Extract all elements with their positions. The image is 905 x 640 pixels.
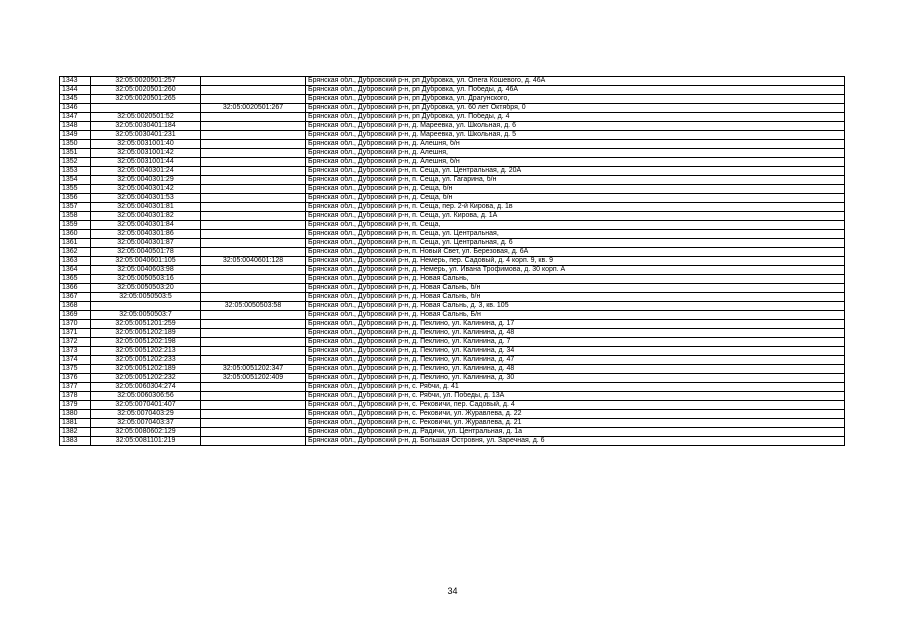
second-cadastral-number-cell xyxy=(201,428,306,437)
table-row xyxy=(60,266,845,275)
address-cell: Брянская обл., Дубровский р-н, д. Немерь, пер. Садовый, д. 4 корп. 9, кв. 9 xyxy=(306,257,845,266)
row-number-cell: 1367 xyxy=(60,293,91,302)
cadastral-number-cell: 32:05:0050503:5 xyxy=(91,293,201,302)
second-cadastral-number-cell: 32:05:0020501:267 xyxy=(201,104,306,113)
table-row xyxy=(60,194,845,203)
second-cadastral-number-cell xyxy=(201,320,306,329)
table-row xyxy=(60,302,845,311)
row-number-cell: 1374 xyxy=(60,356,91,365)
row-number-cell: 1357 xyxy=(60,203,91,212)
cadastral-number-cell: 32:05:0031001:42 xyxy=(91,149,201,158)
second-cadastral-number-cell xyxy=(201,221,306,230)
row-number-cell: 1365 xyxy=(60,275,91,284)
table-row xyxy=(60,203,845,212)
row-number-cell: 1362 xyxy=(60,248,91,257)
address-cell: Брянская обл., Дубровский р-н, п. Сеща, xyxy=(306,221,845,230)
cadastral-number-cell: 32:05:0070401:407 xyxy=(91,401,201,410)
second-cadastral-number-cell xyxy=(201,383,306,392)
address-cell: Брянская обл., Дубровский р-н, с. Рябчи, д. 41 xyxy=(306,383,845,392)
second-cadastral-number-cell xyxy=(201,356,306,365)
address-cell: Брянская обл., Дубровский р-н, д. Большая Островня, ул. Заречная, д. 6 xyxy=(306,437,845,446)
table-row xyxy=(60,383,845,392)
address-cell: Брянская обл., Дубровский р-н, д. Алешня, б/н xyxy=(306,140,845,149)
table-row xyxy=(60,122,845,131)
cadastral-number-cell xyxy=(91,104,201,113)
row-number-cell: 1352 xyxy=(60,158,91,167)
row-number-cell: 1343 xyxy=(60,77,91,86)
second-cadastral-number-cell xyxy=(201,140,306,149)
address-cell: Брянская обл., Дубровский р-н, п. Сеща, ул. Кирова, д. 1А xyxy=(306,212,845,221)
second-cadastral-number-cell: 32:05:0051202:409 xyxy=(201,374,306,383)
address-cell: Брянская обл., Дубровский р-н, п. Сеща, ул. Центральная, д. 6 xyxy=(306,239,845,248)
table-row xyxy=(60,104,845,113)
row-number-cell: 1361 xyxy=(60,239,91,248)
second-cadastral-number-cell xyxy=(201,77,306,86)
row-number-cell: 1366 xyxy=(60,284,91,293)
address-cell: Брянская обл., Дубровский р-н, д. Мареевка, ул. Школьная, д. 6 xyxy=(306,122,845,131)
row-number-cell: 1344 xyxy=(60,86,91,95)
registry-table xyxy=(59,76,845,446)
cadastral-number-cell: 32:05:0040301:24 xyxy=(91,167,201,176)
address-cell: Брянская обл., Дубровский р-н, д. Алешня, б/н xyxy=(306,158,845,167)
cadastral-number-cell: 32:05:0051202:189 xyxy=(91,365,201,374)
table-row xyxy=(60,410,845,419)
address-cell: Брянская обл., Дубровский р-н, п. Сеща, пер. 2-й Кирова, д. 1в xyxy=(306,203,845,212)
cadastral-number-cell: 32:05:0020501:52 xyxy=(91,113,201,122)
row-number-cell: 1356 xyxy=(60,194,91,203)
table-row xyxy=(60,176,845,185)
cadastral-number-cell: 32:05:0040501:78 xyxy=(91,248,201,257)
second-cadastral-number-cell xyxy=(201,392,306,401)
second-cadastral-number-cell xyxy=(201,212,306,221)
table-row xyxy=(60,320,845,329)
address-cell: Брянская обл., Дубровский р-н, рп Дубровка, ул. Драгунского, xyxy=(306,95,845,104)
table-row xyxy=(60,140,845,149)
table-row xyxy=(60,131,845,140)
row-number-cell: 1377 xyxy=(60,383,91,392)
table-row xyxy=(60,419,845,428)
address-cell: Брянская обл., Дубровский р-н, п. Сеща, ул. Гагарина, б/н xyxy=(306,176,845,185)
row-number-cell: 1355 xyxy=(60,185,91,194)
second-cadastral-number-cell: 32:05:0050503:58 xyxy=(201,302,306,311)
table-row xyxy=(60,239,845,248)
table-row xyxy=(60,185,845,194)
cadastral-number-cell: 32:05:0050503:7 xyxy=(91,311,201,320)
cadastral-number-cell: 32:05:0080602:129 xyxy=(91,428,201,437)
cadastral-number-cell: 32:05:0040301:86 xyxy=(91,230,201,239)
second-cadastral-number-cell xyxy=(201,419,306,428)
table-row xyxy=(60,167,845,176)
cadastral-number-cell: 32:05:0051202:189 xyxy=(91,329,201,338)
cadastral-number-cell: 32:05:0051202:233 xyxy=(91,356,201,365)
cadastral-number-cell: 32:05:0050503:20 xyxy=(91,284,201,293)
address-cell: Брянская обл., Дубровский р-н, п. Сеща, ул. Центральная, xyxy=(306,230,845,239)
row-number-cell: 1347 xyxy=(60,113,91,122)
row-number-cell: 1368 xyxy=(60,302,91,311)
row-number-cell: 1371 xyxy=(60,329,91,338)
row-number-cell: 1363 xyxy=(60,257,91,266)
table-row xyxy=(60,257,845,266)
address-cell: Брянская обл., Дубровский р-н, д. Радичи, ул. Центральная, д. 1а xyxy=(306,428,845,437)
cadastral-number-cell: 32:05:0040301:84 xyxy=(91,221,201,230)
table-row xyxy=(60,77,845,86)
cadastral-number-cell xyxy=(91,302,201,311)
cadastral-number-cell: 32:05:0051202:213 xyxy=(91,347,201,356)
address-cell: Брянская обл., Дубровский р-н, д. Новая Сальнь, xyxy=(306,275,845,284)
table-row xyxy=(60,113,845,122)
address-cell: Брянская обл., Дубровский р-н, с. Рябчи, ул. Победы, д. 13А xyxy=(306,392,845,401)
cadastral-number-cell: 32:05:0051202:232 xyxy=(91,374,201,383)
row-number-cell: 1373 xyxy=(60,347,91,356)
second-cadastral-number-cell xyxy=(201,266,306,275)
table-row xyxy=(60,311,845,320)
second-cadastral-number-cell xyxy=(201,194,306,203)
page-number: 34 xyxy=(447,586,458,596)
second-cadastral-number-cell xyxy=(201,248,306,257)
second-cadastral-number-cell xyxy=(201,149,306,158)
address-cell: Брянская обл., Дубровский р-н, д. Новая Сальнь, б/н xyxy=(306,293,845,302)
second-cadastral-number-cell xyxy=(201,167,306,176)
table-row xyxy=(60,248,845,257)
table-row xyxy=(60,374,845,383)
row-number-cell: 1348 xyxy=(60,122,91,131)
address-cell: Брянская обл., Дубровский р-н, д. Сеща, б/н xyxy=(306,185,845,194)
second-cadastral-number-cell xyxy=(201,329,306,338)
cadastral-number-cell: 32:05:0040301:87 xyxy=(91,239,201,248)
second-cadastral-number-cell xyxy=(201,95,306,104)
row-number-cell: 1364 xyxy=(60,266,91,275)
row-number-cell: 1372 xyxy=(60,338,91,347)
cadastral-number-cell: 32:05:0020501:265 xyxy=(91,95,201,104)
table-row xyxy=(60,86,845,95)
cadastral-number-cell: 32:05:0020501:257 xyxy=(91,77,201,86)
cadastral-number-cell: 32:05:0040301:29 xyxy=(91,176,201,185)
address-cell: Брянская обл., Дубровский р-н, рп Дубровка, ул. 60 лет Октября, 0 xyxy=(306,104,845,113)
second-cadastral-number-cell xyxy=(201,311,306,320)
second-cadastral-number-cell xyxy=(201,284,306,293)
cadastral-number-cell: 32:05:0070403:37 xyxy=(91,419,201,428)
cadastral-number-cell: 32:05:0060304:274 xyxy=(91,383,201,392)
second-cadastral-number-cell xyxy=(201,86,306,95)
row-number-cell: 1359 xyxy=(60,221,91,230)
second-cadastral-number-cell xyxy=(201,275,306,284)
cadastral-number-cell: 32:05:0040301:82 xyxy=(91,212,201,221)
address-cell: Брянская обл., Дубровский р-н, д. Пеклино, ул. Калинина, д. 47 xyxy=(306,356,845,365)
address-cell: Брянская обл., Дубровский р-н, д. Алешня, xyxy=(306,149,845,158)
table-row xyxy=(60,275,845,284)
row-number-cell: 1378 xyxy=(60,392,91,401)
cadastral-number-cell: 32:05:0081101:219 xyxy=(91,437,201,446)
second-cadastral-number-cell xyxy=(201,230,306,239)
table-row xyxy=(60,230,845,239)
table-row xyxy=(60,149,845,158)
row-number-cell: 1380 xyxy=(60,410,91,419)
address-cell: Брянская обл., Дубровский р-н, д. Пеклино, ул. Калинина, д. 34 xyxy=(306,347,845,356)
address-cell: Брянская обл., Дубровский р-н, д. Пеклино, ул. Калинина, д. 7 xyxy=(306,338,845,347)
cadastral-number-cell: 32:05:0040301:42 xyxy=(91,185,201,194)
address-cell: Брянская обл., Дубровский р-н, д. Сеща, б/н xyxy=(306,194,845,203)
address-cell: Брянская обл., Дубровский р-н, д. Новая Сальнь, д. 3, кв. 105 xyxy=(306,302,845,311)
table-row xyxy=(60,428,845,437)
address-cell: Брянская обл., Дубровский р-н, д. Немерь, ул. Ивана Трофимова, д. 30 корп. А xyxy=(306,266,845,275)
address-cell: Брянская обл., Дубровский р-н, п. Новый Свет, ул. Березовая, д. 6А xyxy=(306,248,845,257)
table-row xyxy=(60,365,845,374)
second-cadastral-number-cell xyxy=(201,401,306,410)
cadastral-number-cell: 32:05:0040301:81 xyxy=(91,203,201,212)
cadastral-number-cell: 32:05:0040603:98 xyxy=(91,266,201,275)
second-cadastral-number-cell xyxy=(201,239,306,248)
cadastral-number-cell: 32:05:0040601:105 xyxy=(91,257,201,266)
second-cadastral-number-cell xyxy=(201,338,306,347)
cadastral-number-cell: 32:05:0040301:53 xyxy=(91,194,201,203)
row-number-cell: 1358 xyxy=(60,212,91,221)
table-row xyxy=(60,392,845,401)
table-row xyxy=(60,347,845,356)
table-row xyxy=(60,221,845,230)
table-row xyxy=(60,95,845,104)
cadastral-number-cell: 32:05:0020501:260 xyxy=(91,86,201,95)
row-number-cell: 1353 xyxy=(60,167,91,176)
address-cell: Брянская обл., Дубровский р-н, с. Рековичи, пер. Садовый, д. 4 xyxy=(306,401,845,410)
row-number-cell: 1370 xyxy=(60,320,91,329)
cadastral-number-cell: 32:05:0031001:40 xyxy=(91,140,201,149)
row-number-cell: 1382 xyxy=(60,428,91,437)
address-cell: Брянская обл., Дубровский р-н, д. Мареевка, ул. Школьная, д. 5 xyxy=(306,131,845,140)
address-cell: Брянская обл., Дубровский р-н, д. Пеклино, ул. Калинина, д. 48 xyxy=(306,365,845,374)
row-number-cell: 1381 xyxy=(60,419,91,428)
row-number-cell: 1379 xyxy=(60,401,91,410)
row-number-cell: 1349 xyxy=(60,131,91,140)
cadastral-number-cell: 32:05:0060306:56 xyxy=(91,392,201,401)
second-cadastral-number-cell: 32:05:0051202:347 xyxy=(201,365,306,374)
second-cadastral-number-cell xyxy=(201,122,306,131)
cadastral-number-cell: 32:05:0051201:259 xyxy=(91,320,201,329)
cadastral-number-cell: 32:05:0031001:44 xyxy=(91,158,201,167)
row-number-cell: 1369 xyxy=(60,311,91,320)
address-cell: Брянская обл., Дубровский р-н, с. Рековичи, ул. Журавлева, д. 21 xyxy=(306,419,845,428)
table-row xyxy=(60,356,845,365)
address-cell: Брянская обл., Дубровский р-н, д. Новая Сальнь, б/н xyxy=(306,284,845,293)
row-number-cell: 1375 xyxy=(60,365,91,374)
second-cadastral-number-cell xyxy=(201,293,306,302)
table-row xyxy=(60,212,845,221)
table-row xyxy=(60,338,845,347)
table-row xyxy=(60,401,845,410)
cadastral-number-cell: 32:05:0030401:231 xyxy=(91,131,201,140)
address-cell: Брянская обл., Дубровский р-н, рп Дубровка, ул. Олега Кошевого, д. 46А xyxy=(306,77,845,86)
cadastral-number-cell: 32:05:0050503:16 xyxy=(91,275,201,284)
row-number-cell: 1354 xyxy=(60,176,91,185)
second-cadastral-number-cell xyxy=(201,185,306,194)
row-number-cell: 1360 xyxy=(60,230,91,239)
registry-table-body xyxy=(60,77,845,446)
row-number-cell: 1345 xyxy=(60,95,91,104)
table-row xyxy=(60,437,845,446)
row-number-cell: 1376 xyxy=(60,374,91,383)
cadastral-number-cell: 32:05:0051202:198 xyxy=(91,338,201,347)
address-cell: Брянская обл., Дубровский р-н, д. Новая Сальнь, Б/н xyxy=(306,311,845,320)
row-number-cell: 1351 xyxy=(60,149,91,158)
second-cadastral-number-cell xyxy=(201,158,306,167)
address-cell: Брянская обл., Дубровский р-н, д. Пеклино, ул. Калинина, д. 48 xyxy=(306,329,845,338)
second-cadastral-number-cell xyxy=(201,113,306,122)
cadastral-number-cell: 32:05:0030401:184 xyxy=(91,122,201,131)
row-number-cell: 1346 xyxy=(60,104,91,113)
cadastral-number-cell: 32:05:0070403:29 xyxy=(91,410,201,419)
address-cell: Брянская обл., Дубровский р-н, д. Пеклино, ул. Калинина, д. 30 xyxy=(306,374,845,383)
second-cadastral-number-cell xyxy=(201,347,306,356)
second-cadastral-number-cell xyxy=(201,176,306,185)
table-row xyxy=(60,293,845,302)
address-cell: Брянская обл., Дубровский р-н, рп Дубровка, ул. Победы, д. 46А xyxy=(306,86,845,95)
table-row xyxy=(60,329,845,338)
second-cadastral-number-cell xyxy=(201,437,306,446)
address-cell: Брянская обл., Дубровский р-н, д. Пеклино, ул. Калинина, д. 17 xyxy=(306,320,845,329)
second-cadastral-number-cell xyxy=(201,203,306,212)
second-cadastral-number-cell: 32:05:0040601:128 xyxy=(201,257,306,266)
address-cell: Брянская обл., Дубровский р-н, п. Сеща, ул. Центральная, д. 20А xyxy=(306,167,845,176)
address-cell: Брянская обл., Дубровский р-н, рп Дубровка, ул. Победы, д. 4 xyxy=(306,113,845,122)
table-row xyxy=(60,284,845,293)
second-cadastral-number-cell xyxy=(201,131,306,140)
row-number-cell: 1383 xyxy=(60,437,91,446)
second-cadastral-number-cell xyxy=(201,410,306,419)
table-row xyxy=(60,158,845,167)
address-cell: Брянская обл., Дубровский р-н, с. Рековичи, ул. Журавлева, д. 22 xyxy=(306,410,845,419)
row-number-cell: 1350 xyxy=(60,140,91,149)
